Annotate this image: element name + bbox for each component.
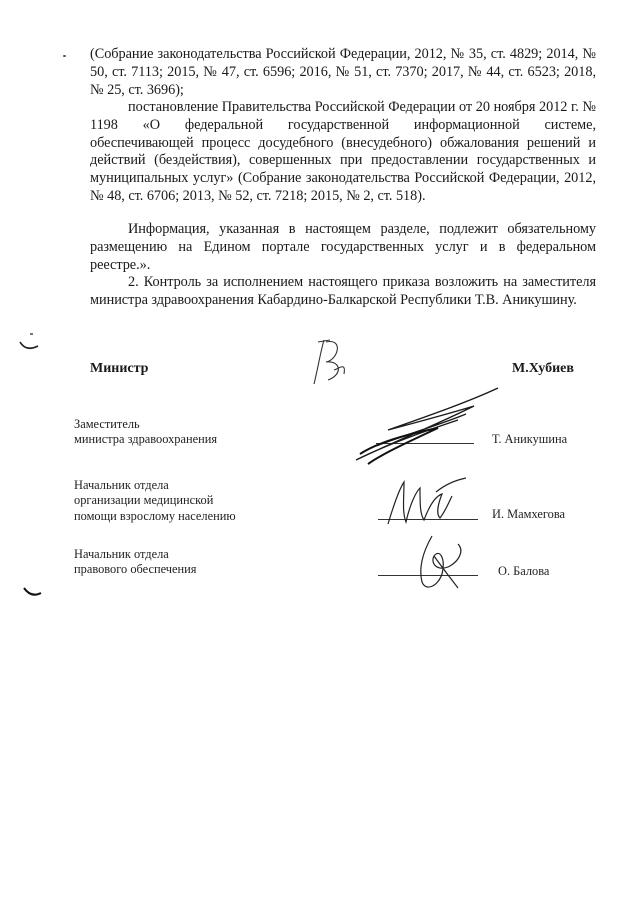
position-line: правового обеспечения: [74, 562, 197, 577]
paragraph-government-decree: постановление Правительства Российской Федерации от 20 ноября 2012 г. № 1198 «О федеральной государственной информационной системе, обеспечивающей процесс досудебного (внесудебного) обжалования решений и действий (бездействия), совершенных при предоставлении государственных и муниципальных услуг» (Собрание законодательства Российской Федерации, 2012, № 48, ст. 6706; 2013, № 52, ст. 7218; 2015, № 2, ст. 518).: [90, 99, 596, 204]
minister-signature: [300, 332, 370, 392]
paragraph-control-clause: 2. Контроль за исполнением настоящего приказа возложить на заместителя министра здравоохранения Кабардино-Балкарской Республики Т.В. Аникушину.: [90, 274, 596, 308]
paragraph-legal-sources: (Собрание законодательства Российской Федерации, 2012, № 35, ст. 4829; 2014, № 50, ст. 7113; 2015, № 47, ст. 6596; 2016, № 51, ст. 7370; 2017, № 44, ст. 6523; 2018, № 25, ст. 3696);: [90, 46, 596, 98]
approval-position: [74, 547, 196, 578]
approval-name: Т. Аникушина: [492, 432, 568, 446]
position-line: Начальник отдела: [74, 478, 169, 492]
approval-name: О. Балова: [498, 564, 550, 578]
position-line: помощи взрослому населению: [74, 508, 236, 523]
margin-mark: [22, 586, 44, 598]
approval-position: [74, 417, 217, 448]
approval-name: И. Мамхегова: [492, 507, 566, 521]
minister-name: М.Хубиев: [512, 361, 574, 376]
approval-signature: [404, 530, 474, 594]
margin-mark: [18, 338, 42, 352]
approval-signature: [348, 384, 508, 468]
approval-position: [74, 478, 236, 524]
scan-speck: [30, 333, 33, 335]
position-line: министра здравоохранения: [74, 432, 218, 447]
approval-signature: [380, 474, 470, 530]
minister-title: Министр: [90, 361, 149, 376]
scan-speck: [63, 55, 66, 57]
position-line: Начальник отдела: [74, 547, 169, 561]
paragraph-information-notice: Информация, указанная в настоящем разделе, подлежит обязательному размещению на Едином портале государственных услуг и в федеральном реестре.».: [90, 221, 596, 273]
position-line: Заместитель: [74, 417, 140, 431]
position-line: организации медицинской: [74, 493, 214, 508]
